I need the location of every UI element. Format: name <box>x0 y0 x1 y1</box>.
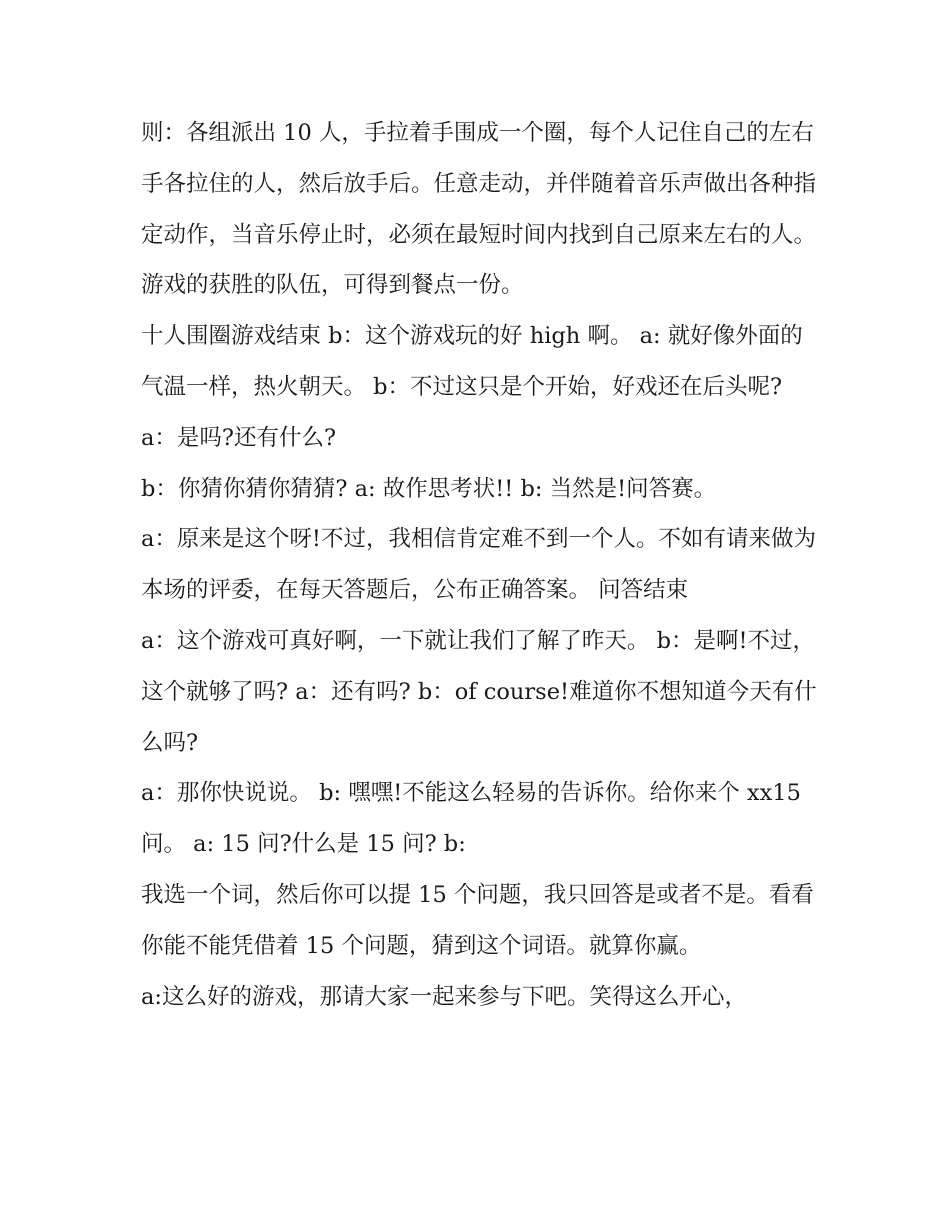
paragraph-15-questions: a：那你快说说。 b: 嘿嘿!不能这么轻易的告诉你。给你来个 xx15 问。 a: 15 问?什么是 15 问? b: <box>141 780 801 858</box>
paragraph-rules: 则：各组派出 10 人，手拉着手围成一个圈，每个人记住自己的左右手各拉住的人，然后放手后。任意走动，并伴随着音乐声做出各种指定动作，当音乐停止时，必须在最短时间内找到自己原来左右的人。游戏的获胜的队伍，可得到餐点一份。 <box>141 120 817 299</box>
paragraph-game-end: 十人围圈游戏结束 b：这个游戏玩的好 high 啊。 a: 就好像外面的气温一样，热火朝天。 b：不过这只是个开始，好戏还在后头呢? a：是吗?还有什么? <box>141 323 803 451</box>
paragraph-yesterday: a：这个游戏可真好啊，一下就让我们了解了昨天。 b：是啊!不过，这个就够了吗? a：还有吗? b：of course!难道你不想知道今天有什么吗? <box>141 627 817 756</box>
document-body <box>141 108 821 1022</box>
paragraph-guess: b：你猜你猜你猜猜? a: 故作思考状!! b: 当然是!问答赛。 <box>141 475 717 502</box>
paragraph-game-explain: 我选一个词，然后你可以提 15 个问题，我只回答是或者不是。看看你能不能凭借着 15 个问题，猜到这个词语。就算你赢。 <box>141 881 814 959</box>
paragraph-quiz: a：原来是这个呀!不过，我相信肯定难不到一个人。不如有请来做为本场的评委，在每天答题后，公布正确答案。 问答结束 <box>141 526 816 604</box>
paragraph-invite: a:这么好的游戏，那请大家一起来参与下吧。笑得这么开心， <box>141 983 747 1010</box>
